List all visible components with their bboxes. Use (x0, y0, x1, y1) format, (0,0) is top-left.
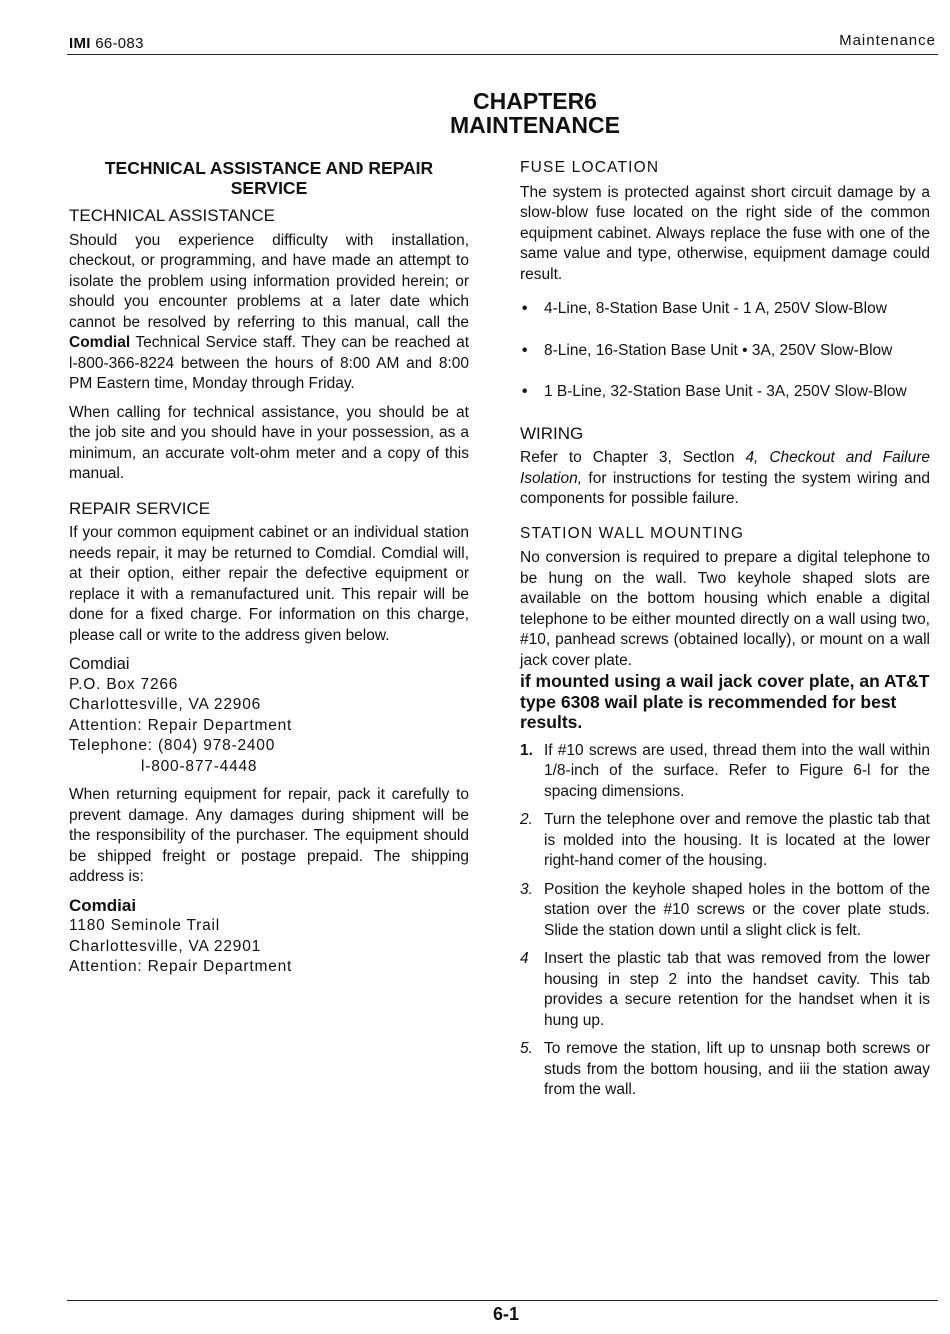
running-header-section: Maintenance (839, 32, 936, 49)
step-item (520, 1039, 930, 1101)
right-column (520, 158, 930, 1109)
step-number: 5. (520, 1040, 533, 1057)
repair-service-heading: REPAIR SERVICE (69, 498, 211, 518)
mounting-steps (520, 741, 930, 1101)
address-company: Comdiai (69, 655, 130, 673)
address-line: Charlottesville, VA 22906 (69, 696, 262, 713)
shipping-address (69, 896, 469, 978)
technical-assistance-paragraph (69, 231, 469, 395)
page-number: 6-1 (493, 1304, 520, 1324)
paragraph-text: Technical Service staff. They can be reached at l-800-366-8224 between the hours of 8:00 AM and 8:00 PM Eastern time, Monday through Friday. (69, 334, 469, 392)
fuse-list (520, 299, 930, 403)
step-text: To remove the station, lift up to unsnap both screws or studs from the bottom housing, and iii the station away from the wall. (544, 1040, 930, 1098)
step-number: 2. (520, 811, 533, 828)
technical-assistance-heading: TECHNICAL ASSISTANCE (69, 206, 275, 225)
chapter-number: CHAPTER6 (473, 88, 597, 114)
step-text: Insert the plastic tab that was removed from the lower housing in step 2 into the handset cavity. This tab provides a secure retention for the handset when it is hung up. (544, 950, 930, 1029)
wall-plate-note: if mounted using a wail jack cover plate, an AT&T type 6308 wail plate is recommended for best results. (520, 671, 930, 732)
step-item (520, 741, 930, 803)
address-company: Comdiai (69, 895, 137, 915)
paragraph-text: Refer to Chapter 3, Sectlon (520, 449, 746, 466)
fuse-list-item: • 4-Line, 8-Station Base Unit - 1 A, 250V Slow-Blow (520, 299, 930, 320)
doc-number: 66-083 (95, 35, 144, 52)
address-phone: Telephone: (804) 978-2400 (69, 737, 276, 754)
step-text: Turn the telephone over and remove the plastic tab that is molded into the housing. It is located at the lower right-hand comer of the housing. (544, 811, 930, 869)
chapter-reference: 4, Checkout and Failure Isolation, (520, 449, 930, 487)
address-line: Attention: Repair Department (69, 958, 293, 975)
repair-service-paragraph: If your common equipment cabinet or an individual station needs repair, it may be returned to Comdial. Comdial will, at their option, either repair the defective equipment or replace it with a remanufactured unit. This repair will be done for a fixed charge. For information on this charge, please call or write to the address given below. (69, 524, 469, 644)
step-text: If #10 screws are used, thread them into the wall within 1/8-inch of the surface. Refer to Figure 6-l for the spacing dimensions. (544, 741, 930, 800)
section-title: TECHNICAL ASSISTANCE AND REPAIR SERVICE (104, 158, 434, 198)
fuse-location-heading: FUSE LOCATION (520, 159, 660, 176)
wall-mounting-heading: STATION WALL MOUNTING (520, 524, 745, 542)
step-text: Position the keyhole shaped holes in the bottom of the station over the #10 screws or the cover plate studs. Slide the station down until a slight click is felt. (544, 880, 930, 939)
step-item (520, 810, 930, 872)
document-number (69, 35, 144, 52)
address-line: P.O. Box 7266 (69, 675, 179, 693)
technical-assistance-paragraph-2: When calling for technical assistance, you should be at the job site and you should have in your possession, as a minimum, an accurate volt-ohm meter and a copy of this manual. (69, 403, 469, 482)
shipping-paragraph: When returning equipment for repair, pack it carefully to prevent damage. Any damages during shipment will be the responsibility of the purchaser. The equipment should be shipped freight or postage prepaid. The shipping address is: (69, 786, 469, 885)
fuse-list-item: • 1 B-Line, 32-Station Base Unit - 3A, 250V Slow-Blow (520, 382, 930, 403)
fuse-location-paragraph: The system is protected against short circuit damage by a slow-blow fuse located on the right side of the common equipment cabinet. Always replace the fuse with one of the same value and type, otherwise, equipment damage could result. (520, 183, 930, 283)
wiring-heading: WIRING (520, 423, 584, 443)
chapter-title: MAINTENANCE (450, 112, 620, 138)
step-number: 3. (520, 880, 533, 898)
company-name: Comdial (69, 334, 131, 351)
paragraph-text: Should you experience difficulty with installation, checkout, or programming, and have made an attempt to isolate the problem using information provided herein; or should you encounter problems at a later date which cannot be resolved by referring to this manual, call the (69, 231, 469, 331)
wall-mounting-paragraph: No conversion is required to prepare a digital telephone to be hung on the wall. Two keyhole shaped slots are available on the bottom housing which enable a digital telephone to be either mounted directly on a wall using two, #10, panhead screws (obtained locally), or mount on a wall jack cover plate. (520, 549, 930, 669)
step-number: 1. (520, 741, 533, 759)
repair-address (69, 654, 469, 777)
left-column (69, 158, 469, 986)
paragraph-text: for instructions for testing the system wiring and components for possible failure. (520, 469, 930, 507)
address-line: 1180 Seminole Trail (69, 917, 221, 934)
footer-rule (67, 1300, 938, 1301)
step-item (520, 949, 930, 1031)
step-number: 4 (520, 950, 529, 967)
doc-prefix: IMI (69, 35, 91, 52)
fuse-list-item: • 8-Line, 16-Station Base Unit • 3A, 250V Slow-Blow (520, 341, 930, 362)
header-rule (67, 54, 938, 55)
wiring-paragraph (520, 448, 930, 510)
address-line: Charlottesville, VA 22901 (69, 937, 262, 955)
address-line: Attention: Repair Department (69, 716, 293, 734)
address-phone-tollfree: l-800-877-4448 (141, 757, 258, 775)
step-item (520, 880, 930, 942)
